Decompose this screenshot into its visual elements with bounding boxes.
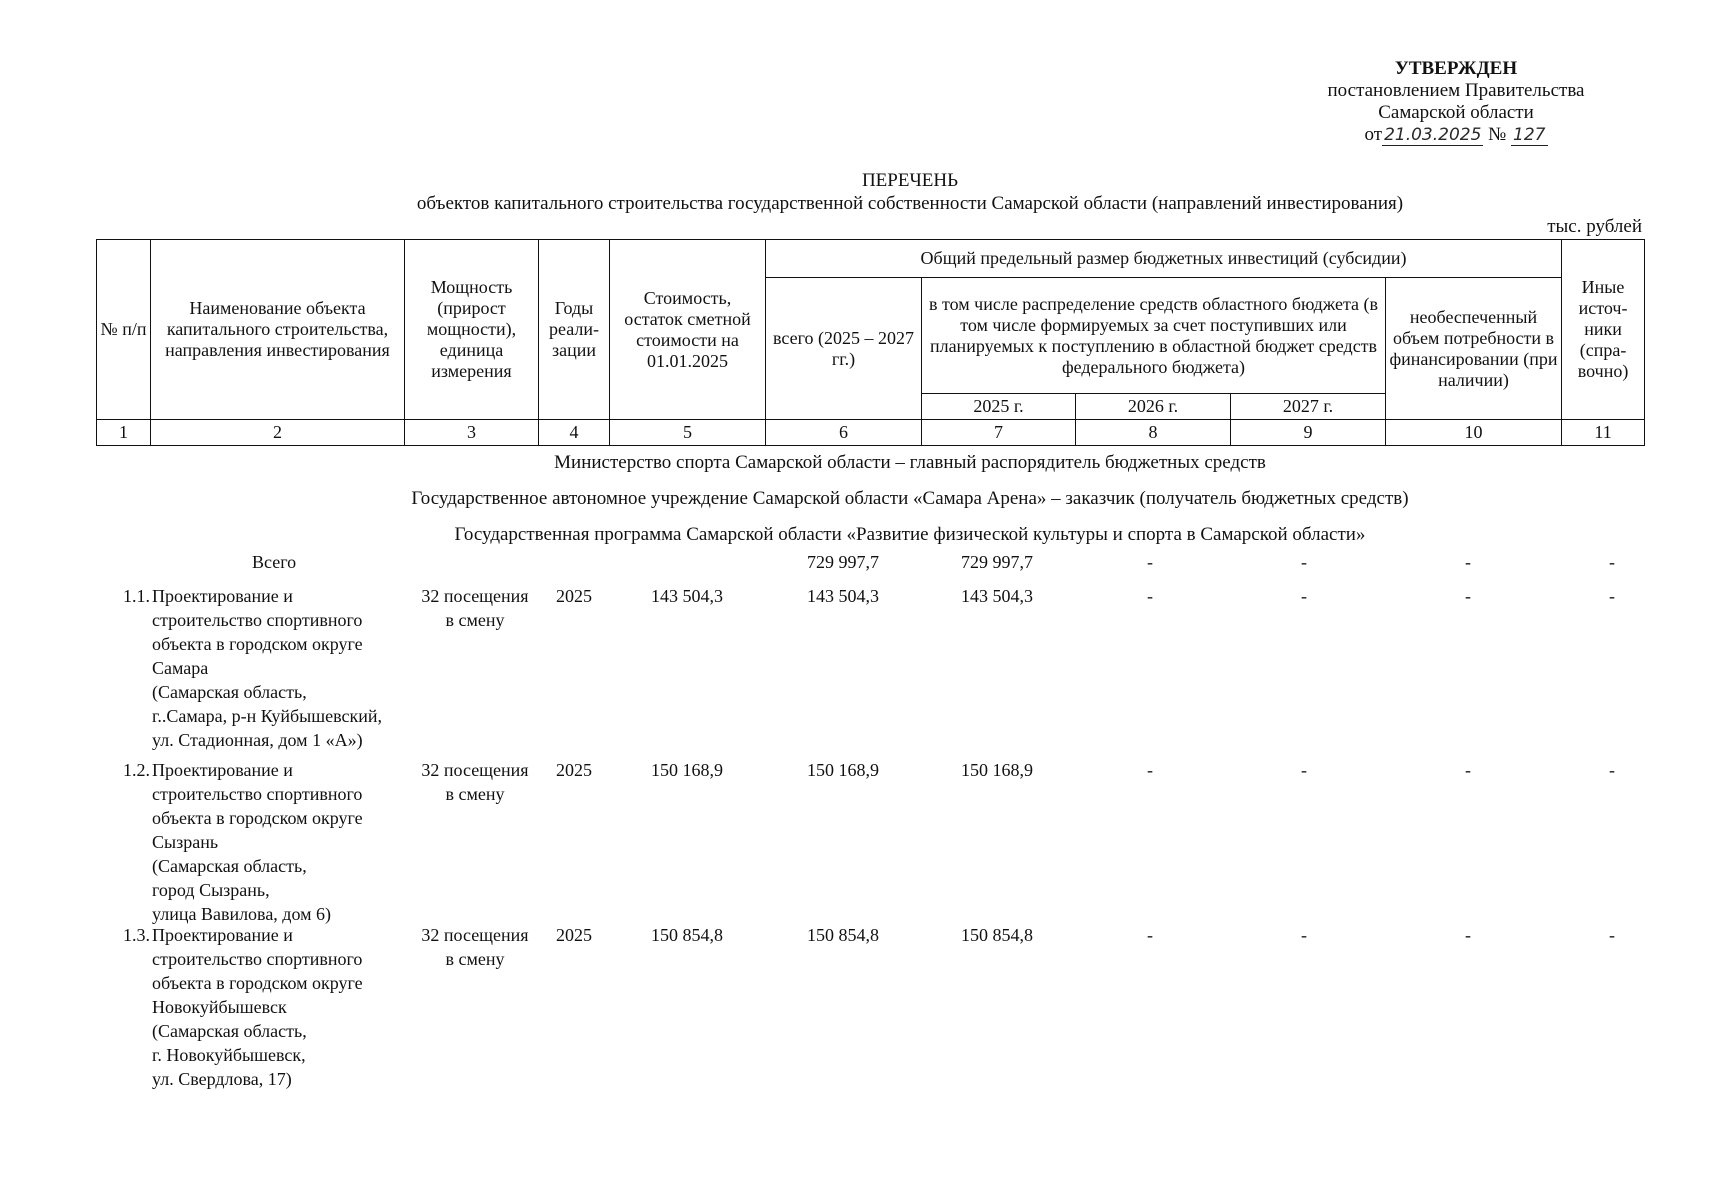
approval-title: УТВЕРЖДЕН	[1394, 58, 1518, 79]
header-total: всего (2025 – 2027 гг.)	[766, 278, 922, 420]
header-distribution-group: в том числе распределение средств областного бюджета (в том числе формируемых за счет поступивших или планируемых к поступлению в областной бюджет средств федерального бюджета)	[922, 278, 1386, 394]
column-number: 9	[1231, 420, 1386, 446]
row-number: 1.1.	[123, 586, 150, 606]
total-unsecured: -	[1465, 552, 1471, 572]
row-2025: 143 504,3	[961, 586, 1033, 606]
approval-line-2: Самарской области	[1378, 102, 1534, 123]
row-2026: -	[1147, 925, 1153, 945]
header-cost: Стоимость, остаток сметной стоимости на 01.01.2025	[610, 240, 766, 420]
row-other: -	[1609, 760, 1615, 780]
approval-line-1: постановлением Правительства	[1327, 80, 1585, 101]
header-year-2027: 2027 г.	[1231, 394, 1386, 420]
header-years: Годы реали-зации	[539, 240, 610, 420]
row-total: 143 504,3	[807, 586, 879, 606]
section-customer: Государственное автономное учреждение Самарской области «Самара Арена» – заказчик (получатель бюджетных средств)	[411, 488, 1409, 509]
column-number: 2	[151, 420, 405, 446]
document-subtitle: объектов капитального строительства государственной собственности Самарской области (направлений инвестирования)	[416, 193, 1404, 214]
section-program: Государственная программа Самарской области «Развитие физической культуры и спорта в Самарской области»	[454, 524, 1366, 545]
column-number: 8	[1076, 420, 1231, 446]
row-capacity: 32 посещения в смену	[421, 925, 529, 969]
header-year-2025: 2025 г.	[922, 394, 1076, 420]
number-label: №	[1488, 124, 1507, 145]
row-unsecured: -	[1465, 925, 1471, 945]
column-number: 11	[1562, 420, 1645, 446]
row-total: 150 168,9	[807, 760, 879, 780]
row-cost: 143 504,3	[651, 586, 723, 606]
header-table	[96, 239, 1645, 446]
row-2026: -	[1147, 760, 1153, 780]
approval-number: 127	[1513, 125, 1546, 145]
row-number: 1.2.	[123, 760, 150, 780]
column-number: 3	[405, 420, 539, 446]
row-object-name: Проектирование и строительство спортивного объекта в городском округе Новокуйбышевск (Самарская область, г. Новокуйбышевск, ул. Свердлова, 17)	[152, 925, 363, 1089]
column-number: 1	[97, 420, 151, 446]
row-object-name: Проектирование и строительство спортивного объекта в городском округе Сызрань (Самарская область, город Сызрань, улица Вавилова, дом 6)	[152, 760, 363, 924]
header-object-name: Наименование объекта капитального строительства, направления инвестирования	[151, 240, 405, 420]
row-2026: -	[1147, 586, 1153, 606]
total-label: Всего	[252, 552, 297, 572]
column-number: 10	[1386, 420, 1562, 446]
header-number: № п/п	[97, 240, 151, 420]
column-number: 5	[610, 420, 766, 446]
row-cost: 150 854,8	[651, 925, 723, 945]
section-ministry: Министерство спорта Самарской области – главный распорядитель бюджетных средств	[554, 452, 1266, 473]
from-label: от	[1364, 124, 1383, 145]
total-2027: -	[1301, 552, 1307, 572]
header-year-2026: 2026 г.	[1076, 394, 1231, 420]
row-object-name: Проектирование и строительство спортивного объекта в городском округе Самара (Самарская область, г..Самара, р-н Куйбышевский, ул. Стадионная, дом 1 «А»)	[152, 586, 383, 750]
column-number: 7	[922, 420, 1076, 446]
header-total-group: Общий предельный размер бюджетных инвестиций (субсидии)	[766, 240, 1562, 278]
total-2025: 729 997,7	[961, 552, 1033, 572]
row-years: 2025	[556, 925, 592, 945]
row-number: 1.3.	[123, 925, 150, 945]
total-2026: -	[1147, 552, 1153, 572]
row-other: -	[1609, 925, 1615, 945]
approval-date: 21.03.2025	[1384, 125, 1482, 145]
row-capacity: 32 посещения в смену	[421, 586, 529, 630]
header-unsecured: необеспеченный объем потребности в финансировании (при наличии)	[1386, 278, 1562, 420]
header-other-sources: Иные источ-ники (спра-вочно)	[1562, 240, 1645, 420]
approval-block	[1306, 58, 1606, 146]
row-years: 2025	[556, 586, 592, 606]
row-unsecured: -	[1465, 586, 1471, 606]
header-numbers-row	[97, 420, 1645, 446]
row-2027: -	[1301, 760, 1307, 780]
row-2027: -	[1301, 925, 1307, 945]
row-capacity: 32 посещения в смену	[421, 760, 529, 804]
row-cost: 150 168,9	[651, 760, 723, 780]
approval-signature-line	[1306, 124, 1606, 146]
column-number: 4	[539, 420, 610, 446]
row-2027: -	[1301, 586, 1307, 606]
column-number: 6	[766, 420, 922, 446]
row-2025: 150 854,8	[961, 925, 1033, 945]
row-2025: 150 168,9	[961, 760, 1033, 780]
header-capacity: Мощность (прирост мощности), единица измерения	[405, 240, 539, 420]
total-other: -	[1609, 552, 1615, 572]
row-unsecured: -	[1465, 760, 1471, 780]
row-other: -	[1609, 586, 1615, 606]
document-title: ПЕРЕЧЕНЬ	[861, 170, 959, 191]
row-total: 150 854,8	[807, 925, 879, 945]
total-value: 729 997,7	[807, 552, 879, 572]
units-label: тыс. рублей	[1547, 216, 1642, 237]
row-years: 2025	[556, 760, 592, 780]
